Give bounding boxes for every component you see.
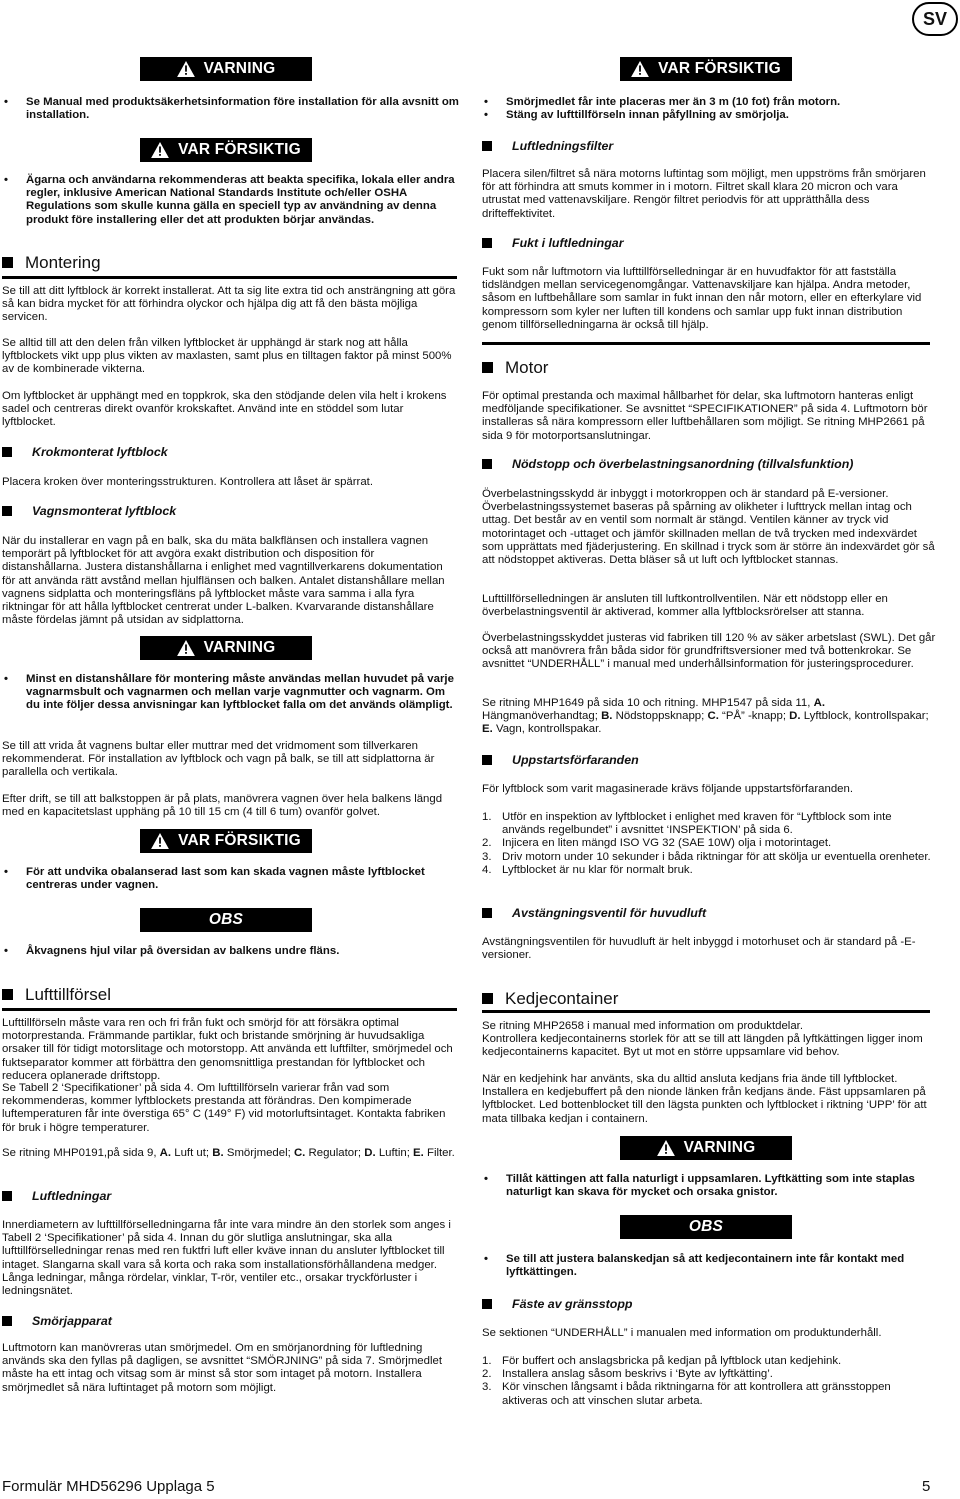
heading-text: Fukt i luftledningar	[512, 236, 624, 250]
square-bullet-icon	[2, 1191, 12, 1201]
section-heading-kedjecontainer	[482, 989, 618, 1009]
heading-text: Motor	[505, 358, 549, 377]
subheading-smorjapparat	[2, 1314, 112, 1328]
paragraph: Fukt som når luftmotorn via lufttillförselledningar är en huvudfaktor för att fastställa tidsländgen mellan servicegenomgångar. Vattenavskiljare kan hjälpa. Andra metoder, såsom en luftbehållare som samlar in fukt innan den når motorn, eller en efterkylare vid kompressorn som kyler ner luften till kondens och samlar upp fukt innan distribution genom tillförselledningarna är också till hjälp.	[482, 266, 922, 331]
footer-form-number: Formulär MHD56296 Upplaga 5	[2, 1478, 215, 1495]
list-item: 1. För buffert och anslagsbricka på kedjan på lyftblock utan kedjehink.	[482, 1355, 842, 1367]
warning-triangle-icon	[177, 61, 195, 77]
obs-label: OBS	[688, 1218, 724, 1236]
list-item: 1. Utför en inspektion av lyftblocket i enlighet med kraven för “Lyftblock som inte används regelbundet” i avsnittet ‘INSPEKTION’ på sida 6.	[482, 811, 892, 837]
caution-bullets	[2, 866, 457, 892]
obs-label: OBS	[208, 911, 244, 929]
caution-banner	[140, 829, 312, 853]
caution-bullets	[2, 174, 457, 227]
caution-label: VAR FÖRSIKTIG	[178, 832, 301, 850]
list-item: 2. Installera anslag såsom beskrivs i ‘Byte av lyftkätting’.	[482, 1368, 773, 1381]
caution-banner	[620, 57, 792, 81]
list-item: 4. Lyftblocket är nu klar för normalt bruk.	[482, 863, 693, 876]
paragraph: För optimal prestanda och maximal hållbarhet för delar, ska luftmotorn hanteras enligt medföljande specifikationer. Se avsnittet “SPECIFIKATIONER” på sida 4. Luftmotorn bör installeras så nära kompressorn eller luftbehållaren som möjligt. Se ritning MHP2661 på sida 9 för motorportsanslutningar.	[482, 390, 928, 442]
square-bullet-icon	[482, 755, 492, 765]
paragraph: Innerdiametern av lufttillförselledningarna får inte vara mindre än den storlek som anges i Tabell 2 ‘Specifikationer’ på sida 4. Innan du gör slutliga anslutningar, ska alla lufttillförselledningar renas med ren fuktfri luft eller kväve innan du ansluter lyftblocket till intaget. Slangarna skall vara så korta och raka som installationsförhållandena medger. Långa ledningar, många rördelar, vinklar, T-rör, ventiler etc., orsakar tryckförluster i ledningsnätet.	[2, 1219, 451, 1298]
obs-bullet: • Se till att justera balanskedjan så att kedjecontainern inte får kontakt med lyftkättingen.	[482, 1253, 937, 1279]
square-bullet-icon	[2, 257, 13, 268]
obs-banner	[620, 1215, 792, 1239]
caution-bullets	[482, 96, 937, 122]
warning-banner	[140, 636, 312, 660]
paragraph: För lyftblock som varit magasinerade krävs följande uppstartsförfaranden.	[482, 783, 854, 795]
warning-bullet: • Minst en distanshållare för montering måste användas mellan huvudet på varje vagnarmsbult och vagnarmen och mellan varje vagnmutter och vagnarm. Om du inte följer dessa anvisningar kan lyftblocket falla om det används olämpligt.	[2, 673, 457, 713]
figure-reference: Se ritning MHP1649 på sida 10 och ritning. MHP1547 på sida 11, A. Hängmanöverhandtag; B. Nödstoppsknapp; C. “PÅ” -knapp; D. Lyftblock, kontrollspakar; E. Vagn, kontrollspakar.	[482, 697, 929, 736]
limit-stop-steps	[482, 1355, 932, 1408]
warning-bullets	[2, 96, 462, 122]
list-item: 3. Kör vinschen långsamt i båda riktningarna för att kontrollera att gränsstoppen aktiveras och att vinschen slutar arbeta.	[482, 1381, 891, 1407]
square-bullet-icon	[2, 989, 13, 1000]
paragraph: Se ritning MHP2658 i manual med information om produktdelar. Kontrollera kedjecontainerns storlek för att se till att längden på lyftkättingen ligger inom kedjecontainerns kapacitet. Byt ut mot en större uppsamlare vid behov.	[482, 1020, 923, 1059]
warning-banner	[620, 1136, 792, 1160]
section-heading-montering	[2, 253, 101, 273]
paragraph: När en kedjehink har använts, ska du alltid ansluta kedjans fria ände till lyftblocket. Installera en kedjebuffert på den nionde länken från kedjans ände. Fäst uppsamlaren på lyftblocket. Led bottenblocket till den lägsta punkten och lyftblocket i riktning ‘UPP’ för att mata tillbaka kedjan i containern.	[482, 1073, 927, 1125]
obs-bullet: • Åkvagnens hjul vilar på översidan av balkens undre fläns.	[2, 945, 457, 958]
warning-banner	[140, 57, 312, 81]
paragraph: Se till att ditt lyftblock är korrekt installerat. Att ta sig lite extra tid och ansträngning att göra så kan bidra mycket för att förhindra olyckor och hjälpa dig att få den bästa möjliga servicen.	[2, 285, 456, 324]
square-bullet-icon	[2, 447, 12, 457]
paragraph: Lufttillförseln måste vara ren och fri från fukt och smörjd för att försäkra optimal motorprestanda. Främmande partiklar, fukt och bristande smörjning är huvudsakliga orsaker till för tidigt motorslitage och motorstopp. Att använda ett luftfilter, smörjmedel och fuktseparator kommer att förbättra den genomsnittliga prestandan för lyftblocket och reducera oplanerade driftstopp.	[2, 1017, 453, 1082]
page-number: 5	[922, 1478, 931, 1495]
caution-bullet: • Stäng av lufttillförseln innan påfyllning av smörjolja.	[482, 109, 937, 122]
heading-text: Avstängningsventil för huvudluft	[512, 906, 707, 920]
subheading-fukt	[482, 236, 624, 250]
warning-label: VARNING	[203, 60, 276, 78]
obs-bullets	[482, 1253, 937, 1279]
paragraph: Se Tabell 2 ‘Specifikationer’ på sida 4. Om lufttillförseln varierar från vad som rekommenderas, kommer lyftblockets prestanda att förändras. Den kompimerade luftemperaturen får inte överstiga 65° C (149° F) vid motorluftsintaget. Kontakta fabriken för bruk i högre temperaturer.	[2, 1082, 446, 1134]
heading-text: Luftledningsfilter	[512, 139, 614, 153]
square-bullet-icon	[482, 141, 492, 151]
warning-bullets	[2, 673, 457, 713]
subheading-krok	[2, 445, 168, 459]
heading-text: Uppstartsförfaranden	[512, 753, 639, 767]
section-heading-lufttillforsel	[2, 985, 111, 1005]
subheading-nodstopp	[482, 457, 853, 471]
paragraph: Avstängningsventilen för huvudluft är helt inbyggd i motorhuset och är standard på -E-versioner.	[482, 936, 916, 962]
caution-label: VAR FÖRSIKTIG	[178, 141, 301, 159]
paragraph: Överbelastningsskyddet justeras vid fabriken till 120 % av säker arbetslast (SWL). Det går också att manövrera från båda sidor för grundfriftsversioner med två bottenkrokar. Se avsnittet “UNDERHÅLL” i manual med underhållsinformation för justeringsprocedurer.	[482, 632, 936, 671]
heading-text: Vagnsmonterat lyftblock	[32, 504, 177, 518]
caution-bullet: • Smörjmedlet får inte placeras mer än 3 m (10 fot) från motorn.	[482, 96, 937, 109]
warning-bullet: • Tillåt kättingen att falla naturligt i uppsamlaren. Lyftkätting som inte staplas naturligt kan skava för mycket och orsaka gnistor.	[482, 1173, 937, 1199]
heading-text: Nödstopp och överbelastningsanordning (tillvalsfunktion)	[512, 457, 854, 471]
obs-bullets	[2, 945, 457, 958]
language-badge: SV	[912, 2, 958, 36]
heading-text: Lufttillförsel	[25, 985, 111, 1004]
warning-triangle-icon	[631, 61, 649, 77]
square-bullet-icon	[2, 1316, 12, 1326]
subheading-filter	[482, 139, 613, 153]
warning-bullets	[482, 1173, 937, 1199]
paragraph: Luftmotorn kan manövreras utan smörjmedel. Om en smörjanordning för luftledning används ska den fyllas på dagligen, se avsnittet “SMÖRJNING” på sida 7. Smörjmedlet måste ha ett intag och vitsag som är minst så stor som intaget på motorn. Installera smörjmedlet så nära luftintaget på motorn som möjligt.	[2, 1342, 443, 1394]
paragraph: Lufttillförselledningen är ansluten till luftkontrollventilen. När ett nödstopp eller en överbelastningsventil är aktiverad, kommer alla lyftblocksrörelser att stanna.	[482, 593, 888, 619]
caution-banner	[140, 138, 312, 162]
paragraph: Se sektionen “UNDERHÅLL” i manualen med information om produktunderhåll.	[482, 1327, 882, 1339]
square-bullet-icon	[482, 993, 493, 1004]
paragraph: Se till att vrida åt vagnens bultar eller muttrar med det vridmoment som tillverkaren rekommenderat. För installation av lyftblock och vagn på balk, se till att sidplattorna är parallella och vertikala.	[2, 740, 435, 779]
heading-text: Krokmonterat lyftblock	[32, 445, 168, 459]
section-rule	[482, 342, 930, 345]
caution-label: VAR FÖRSIKTIG	[658, 60, 781, 78]
paragraph: Se alltid till att den delen från vilken lyftblocket är upphängd är stark nog att hålla lyftblockets vikt upp plus vikten av maxlasten, samt plus en tilltagen faktor på minst 500% av de kombinerade vikterna.	[2, 337, 452, 376]
square-bullet-icon	[482, 459, 492, 469]
warning-label: VARNING	[683, 1139, 756, 1157]
warning-bullet: • Se Manual med produktsäkerhetsinformation före installation för alla avsnitt om installation.	[2, 96, 462, 122]
square-bullet-icon	[482, 1299, 492, 1309]
subheading-uppstart	[482, 753, 639, 767]
subheading-avstangning	[482, 906, 706, 920]
paragraph: När du installerar en vagn på en balk, ska du mäta balkflänsen och installera vagnen temporärt på lyftblocket för att avgöra exakt distribution och disposition för distanshållarna. Justera distanshållarna i enlighet med vagntillverkarens dokumentation för att använda rätt avstånd mellan hjulflänsen och balken. Antalet distanshållare mellan vagnens sidplatta och monteringsfläns på lyftblocket måste vara samma i alla fyra riktningar för att hålla lyftblocket centrerat under L-balken. Kvarvarande distanshållare måste fördelas jämnt på utsidan av sidplattorna.	[2, 535, 445, 627]
paragraph: Placera kroken över monteringsstrukturen. Kontrollera att låset är spärrat.	[2, 476, 373, 488]
list-item: 2. Injicera en liten mängd ISO VG 32 (SAE 10W) olja i motorintaget.	[482, 837, 832, 850]
paragraph: Efter drift, se till att balkstoppen är på plats, manövrera vagnen över hela balkens längd med en kapacitetslast upphäng på 10 till 15 cm (4 till 6 tum) ovanför golvet.	[2, 793, 443, 819]
heading-text: Luftledningar	[32, 1189, 112, 1203]
section-rule	[482, 1010, 930, 1013]
list-item: 3. Driv motorn under 10 sekunder i båda riktningar för att skölja ur eventuella orenheter.	[482, 850, 931, 863]
figure-reference: Se ritning MHP0191,på sida 9, A. Luft ut; B. Smörjmedel; C. Regulator; D. Luftin; E. Filter.	[2, 1147, 455, 1159]
obs-banner	[140, 908, 312, 932]
subheading-luftledningar	[2, 1189, 111, 1203]
subheading-faste	[482, 1297, 633, 1311]
section-rule	[2, 1008, 457, 1011]
square-bullet-icon	[2, 506, 12, 516]
section-heading-motor	[482, 358, 548, 378]
heading-text: Montering	[25, 253, 101, 272]
warning-label: VARNING	[203, 639, 276, 657]
startup-steps	[482, 811, 932, 877]
square-bullet-icon	[482, 238, 492, 248]
paragraph: Om lyftblocket är upphängt med en toppkrok, ska den stödjande delen vila helt i krokens sadel och centreras direkt ovanför krokskaftet. Använd inte en stöddel som lutar lyftblocket.	[2, 390, 447, 429]
section-rule	[2, 276, 457, 279]
subheading-vagn	[2, 504, 176, 518]
square-bullet-icon	[482, 362, 493, 373]
caution-bullet: • För att undvika obalanserad last som kan skada vagnen måste lyftblocket centreras under vagnen.	[2, 866, 457, 892]
warning-triangle-icon	[657, 1140, 675, 1156]
paragraph: Placera silen/filtret så nära motorns luftintag som möjligt, men uppströms från smörjaren för att förhindra att smuts kommer in i motorn. Filtret skall klara 20 micron och vara utrustat med vattenavskiljare. Rengör filtret periodvis för att upprätthålla dess drifteffektivitet.	[482, 168, 926, 220]
warning-triangle-icon	[177, 640, 195, 656]
heading-text: Smörjapparat	[32, 1314, 112, 1328]
caution-bullet: • Ägarna och användarna rekommenderas att beakta specifika, lokala eller andra regler, inklusive American National Standards Institute och/eller OSHA Regulations som skulle kunna gälla en speciell typ av användning av denna produkt före installering eller det att produkten börjar användas.	[2, 174, 457, 227]
heading-text: Fäste av gränsstopp	[512, 1297, 633, 1311]
paragraph: Överbelastningsskydd är inbyggt i motorkroppen och är standard på E-versioner. Överbelastningssystemet baseras på spårning av olikheter i lufttryck mellan intag och uttag. Det består av en ventil som normalt är stängd. Ventilen känner av tryck vid motorintaget och -uttaget och jämför skillnaden mellan de två trycken med indexvärdet som upprättats med fjäderjustering. En skillnad i tryck som är större än indexvärdet gör så att nödstoppet aktiveras. Detta bläser så ut luft och lyftblocket stannas.	[482, 488, 935, 567]
warning-triangle-icon	[151, 142, 169, 158]
warning-triangle-icon	[151, 833, 169, 849]
square-bullet-icon	[482, 908, 492, 918]
heading-text: Kedjecontainer	[505, 989, 619, 1008]
